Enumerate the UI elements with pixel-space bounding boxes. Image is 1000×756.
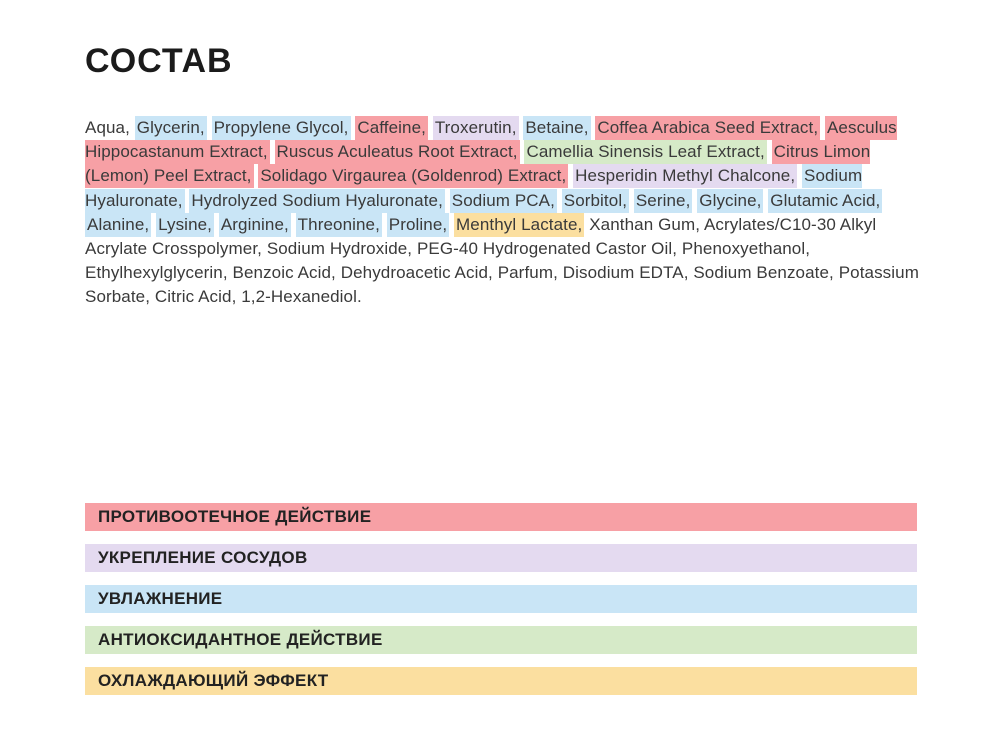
ingredient: Ethylhexylglycerin, bbox=[85, 263, 228, 283]
legend-item-yellow: ОХЛАЖДАЮЩИЙ ЭФФЕКТ bbox=[85, 667, 917, 695]
ingredient: Disodium EDTA, bbox=[562, 263, 689, 283]
ingredient: 1,2-Hexanediol. bbox=[241, 287, 362, 307]
ingredient: Parfum, bbox=[497, 263, 558, 283]
legend-item-green: АНТИОКСИДАНТНОЕ ДЕЙСТВИЕ bbox=[85, 626, 917, 654]
ingredient: Solidago Virgaurea (Goldenrod) Extract, bbox=[258, 164, 568, 188]
ingredient: Sodium PCA, bbox=[450, 189, 557, 213]
ingredients-paragraph bbox=[85, 116, 925, 310]
legend-item-blue: УВЛАЖНЕНИЕ bbox=[85, 585, 917, 613]
ingredient: Aqua, bbox=[85, 118, 130, 137]
ingredient: Proline, bbox=[387, 213, 449, 237]
ingredient: Hesperidin Methyl Chalcone, bbox=[573, 164, 797, 188]
ingredient: Propylene Glycol, bbox=[212, 116, 351, 140]
ingredient: Troxerutin, bbox=[433, 116, 519, 140]
ingredient: Menthyl Lactate, bbox=[454, 213, 584, 237]
ingredient: Glycerin, bbox=[135, 116, 207, 140]
ingredient: Glutamic Acid, bbox=[768, 189, 882, 213]
ingredient: Citrus Limon (Lemon) Peel Extract, bbox=[85, 140, 870, 188]
page-title: СОСТАВ bbox=[85, 42, 233, 80]
ingredient: Potassium Sorbate, bbox=[85, 263, 919, 307]
ingredient: Sorbitol, bbox=[562, 189, 629, 213]
ingredient: Lysine, bbox=[156, 213, 214, 237]
ingredient: Caffeine, bbox=[355, 116, 428, 140]
ingredient: Alanine, bbox=[85, 213, 151, 237]
ingredient: Camellia Sinensis Leaf Extract, bbox=[524, 140, 766, 164]
ingredient: Sodium Hyaluronate, bbox=[85, 164, 862, 212]
legend-item-pink: ПРОТИВООТЕЧНОЕ ДЕЙСТВИЕ bbox=[85, 503, 917, 531]
ingredient: Betaine, bbox=[523, 116, 590, 140]
ingredient: Phenoxyethanol, bbox=[681, 239, 811, 259]
ingredient: PEG-40 Hydrogenated Castor Oil, bbox=[416, 239, 678, 259]
effects-legend bbox=[85, 503, 917, 708]
ingredient: Hydrolyzed Sodium Hyaluronate, bbox=[189, 189, 445, 213]
ingredient: Threonine, bbox=[296, 213, 382, 237]
ingredient: Arginine, bbox=[219, 213, 291, 237]
ingredient: Serine, bbox=[634, 189, 693, 213]
ingredient: Acrylates/C10-30 Alkyl Acrylate Crosspolymer, bbox=[85, 214, 877, 259]
ingredient: Aesculus Hippocastanum Extract, bbox=[85, 116, 897, 164]
ingredient: Coffea Arabica Seed Extract, bbox=[595, 116, 820, 140]
ingredient: Benzoic Acid, bbox=[232, 263, 336, 283]
ingredient: Citric Acid, bbox=[154, 287, 237, 307]
ingredient: Glycine, bbox=[697, 189, 763, 213]
ingredient: Ruscus Aculeatus Root Extract, bbox=[275, 140, 520, 164]
ingredient: Dehydroacetic Acid, bbox=[340, 263, 493, 283]
legend-item-purple: УКРЕПЛЕНИЕ СОСУДОВ bbox=[85, 544, 917, 572]
ingredient: Sodium Benzoate, bbox=[693, 263, 834, 283]
ingredient: Sodium Hydroxide, bbox=[266, 239, 413, 259]
ingredient: Xanthan Gum, bbox=[589, 214, 701, 234]
